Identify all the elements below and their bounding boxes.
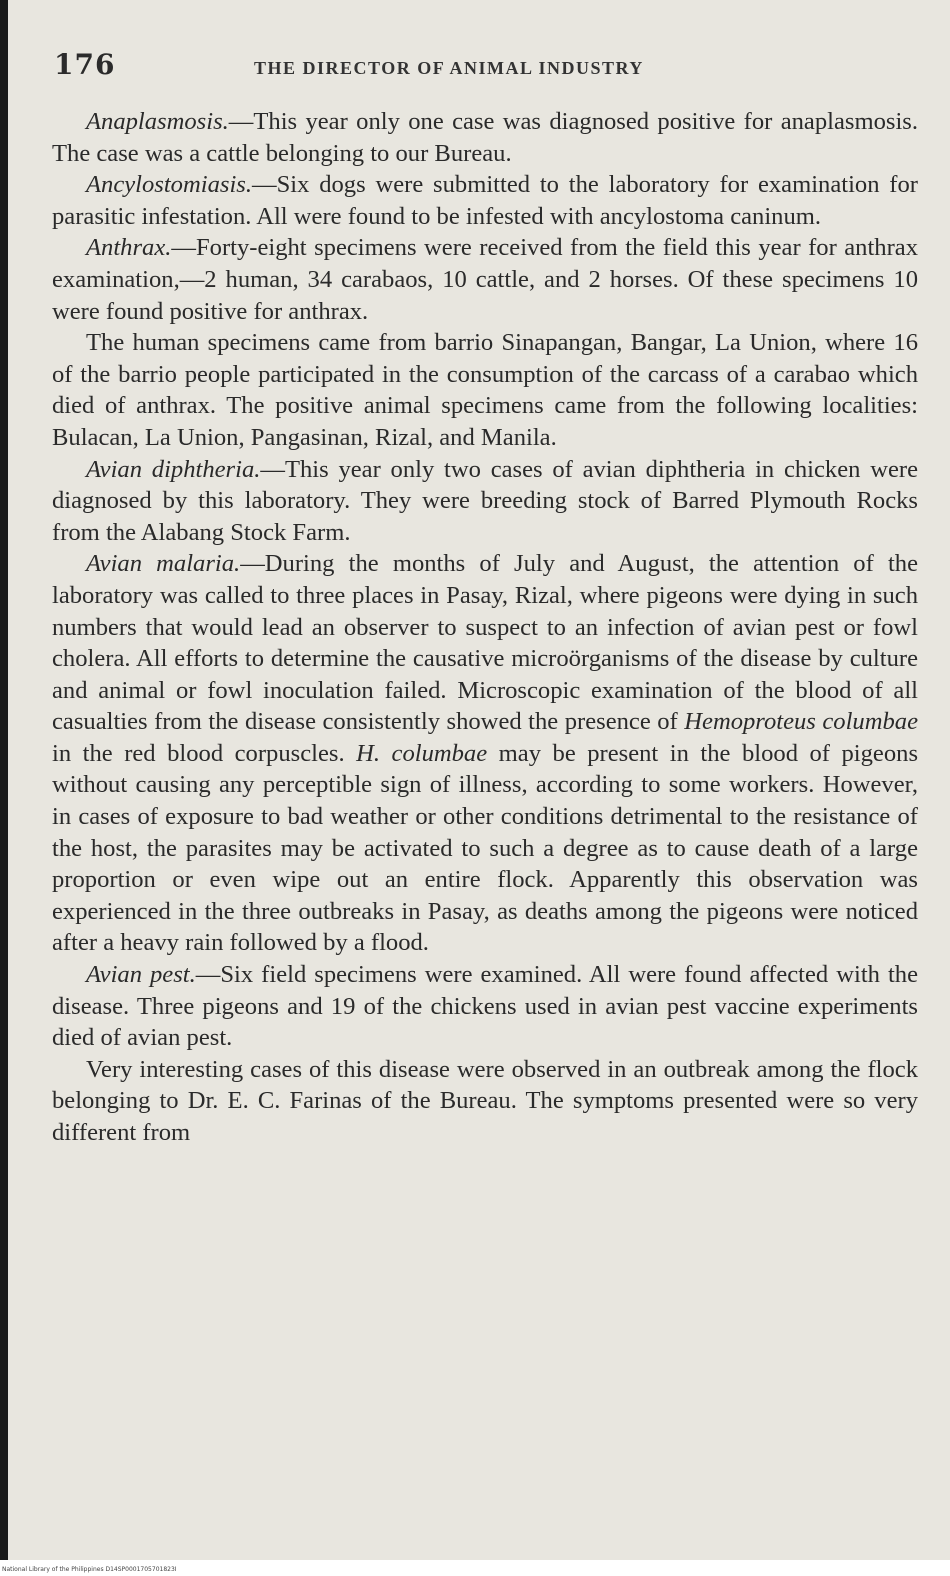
- paragraph-term: Avian pest.: [86, 961, 196, 989]
- paragraph-avian-pest-cases: [52, 1054, 918, 1149]
- paragraph-text: —Six dogs were submitted to the laboratory for examination for parasitic infestation. All were found to be infested with ancylostoma caninum.: [52, 171, 918, 230]
- paragraph-text: —This year only one case was diagnosed positive for anaplasmosis. The case was a cattle belonging to our Bureau.: [52, 108, 918, 167]
- paragraph-anthrax-details: [52, 327, 918, 453]
- running-head: THE DIRECTOR OF ANIMAL INDUSTRY: [254, 58, 644, 78]
- paragraph-text: Very interesting cases of this disease were observed in an outbreak among the flock belonging to Dr. E. C. Farinas of the Bureau. The symptoms presented were so very different from: [52, 1055, 918, 1146]
- paragraph-text: The human specimens came from barrio Sinapangan, Bangar, La Union, where 16 of the barrio people participated in the consumption of the carcass of a carabao which died of anthrax. The positive animal specimens came from the following localities: Bulacan, La Union, Pangasinan, Rizal, and Manila.: [52, 329, 918, 451]
- paragraph-avian-malaria: [52, 548, 918, 959]
- paragraph-text: in the red blood corpuscles.: [52, 739, 357, 767]
- body-text: [52, 106, 918, 1149]
- paragraph-term: Avian diphtheria.: [86, 455, 261, 483]
- document-page: [8, 0, 950, 1560]
- paragraph-term: Anthrax.: [86, 234, 172, 262]
- paragraph-avian-pest: [52, 959, 918, 1054]
- paragraph-anaplasmosis: [52, 106, 918, 169]
- paragraph-text: —Six field specimens were examined. All were found affected with the disease. Three pigeons and 19 of the chickens used in avian pest vaccine experiments died of avian pest.: [52, 961, 918, 1052]
- paragraph-anthrax: [52, 232, 918, 327]
- library-footer: National Library of the Philippines D14SP0001705701823I: [2, 1566, 177, 1573]
- paragraph-term: Avian malaria.: [86, 550, 241, 578]
- paragraph-avian-diphtheria: [52, 454, 918, 549]
- scientific-name: H. columbae: [356, 739, 488, 767]
- paragraph-term: Ancylostomiasis.: [86, 171, 252, 199]
- page-header: [54, 48, 914, 88]
- page-number: 176: [54, 48, 116, 81]
- scientific-name: Hemoproteus columbae: [684, 708, 918, 736]
- paragraph-text: —This year only two cases of avian diphtheria in chicken were diagnosed by this laboratory. They were breeding stock of Barred Plymouth Rocks from the Alabang Stock Farm.: [52, 455, 918, 546]
- paragraph-text: may be present in the blood of pigeons without causing any perceptible sign of illness, according to some workers. However, in cases of exposure to bad weather or other conditions detrimental to the resistance of the host, the parasites may be activated to such a degree as to cause death of a large proportion or even wipe out an entire flock. Apparently this observation was experienced in the three outbreaks in Pasay, as deaths among the pigeons were noticed after a heavy rain followed by a flood.: [52, 739, 919, 957]
- footer-strip: [0, 1560, 950, 1576]
- paragraph-text: —Forty-eight specimens were received from the field this year for anthrax examination,—2 human, 34 carabaos, 10 cattle, and 2 horses. Of these specimens 10 were found positive for anthrax.: [52, 234, 918, 325]
- paragraph-term: Anaplasmosis.: [86, 108, 229, 135]
- paragraph-ancylostomiasis: [52, 169, 918, 232]
- paragraph-text: —During the months of July and August, the attention of the laboratory was called to three places in Pasay, Rizal, where pigeons were dying in such numbers that would lead an observer to suspect to an infection of avian pest or fowl cholera. All efforts to determine the causative microörganisms of the disease by culture and animal or fowl inoculation failed. Microscopic examination of the blood of all casualties from the disease consistently showed the presence of: [52, 550, 918, 736]
